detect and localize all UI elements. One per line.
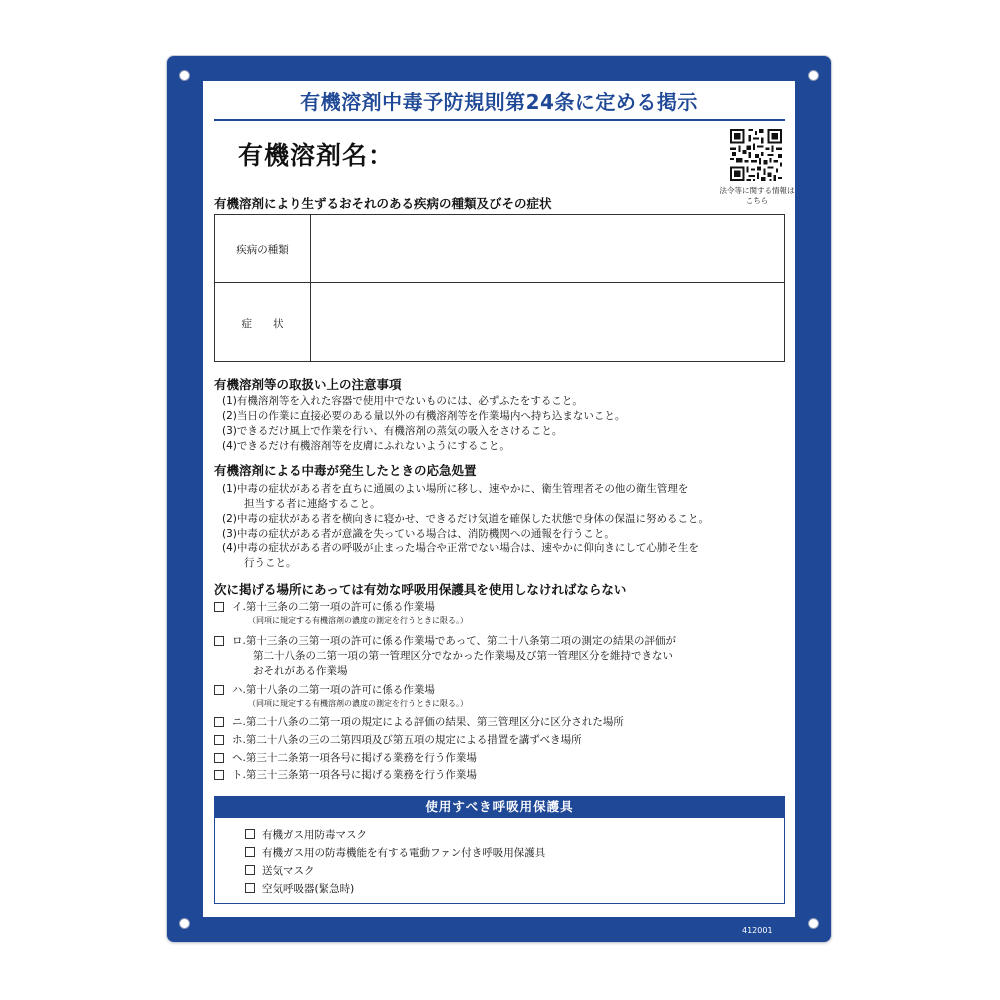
location-item-i: イ.第十三条の二第一項の許可に係る作業場 xyxy=(232,601,435,613)
location-item-ro: ロ.第十三条の三第一項の許可に係る作業場であって、第二十八条第二項の測定の結果の評価が xyxy=(232,635,677,647)
section-precautions-heading: 有機溶剤等の取扱い上の注意事項 xyxy=(214,377,402,392)
location-item-he: ヘ.第三十二条第一項各号に掲げる業務を行う作業場 xyxy=(232,752,477,764)
location-checkbox-ni[interactable] xyxy=(214,717,224,727)
disease-table xyxy=(214,214,785,362)
location-checkbox-ro[interactable] xyxy=(214,636,224,646)
list-item: 担当する者に連絡すること。 xyxy=(244,498,381,510)
location-item-to: ト.第三十三条第一項各号に掲げる業務を行う作業場 xyxy=(232,769,477,781)
list-item: (1)有機溶剤等を入れた容器で使用中でないものには、必ずふたをすること。 xyxy=(222,395,583,407)
ppe-checkbox-powered-respirator[interactable] xyxy=(245,847,255,857)
list-item: (3)できるだけ風上で作業を行い、有機溶剤の蒸気の吸入をさけること。 xyxy=(222,425,563,437)
ppe-checkbox-organic-gas-mask[interactable] xyxy=(245,829,255,839)
product-code: 412001 xyxy=(742,926,773,935)
ppe-checkbox-airline-mask[interactable] xyxy=(245,865,255,875)
ppe-heading: 使用すべき呼吸用保護具 xyxy=(214,796,785,818)
table-row-disease-type-label: 疾病の種類 xyxy=(236,244,289,256)
ppe-item: 有機ガス用の防毒機能を有する電動ファン付き呼吸用保護具 xyxy=(262,847,546,859)
location-item-ni: ニ.第二十八条の二第一項の規定による評価の結果、第三管理区分に区分された場所 xyxy=(232,716,624,728)
page-title: 有機溶剤中毒予防規則第24条に定める掲示 xyxy=(300,90,698,114)
list-item: (3)中毒の症状がある者が意識を失っている場合は、消防機関への通報を行うこと。 xyxy=(222,528,615,540)
location-item-ho: ホ.第二十八条の三の二第四項及び第五項の規定による措置を講ずべき場所 xyxy=(232,734,582,746)
qr-note: 法令等に関する情報はこちら xyxy=(719,186,795,205)
ppe-item: 有機ガス用防毒マスク xyxy=(262,829,367,841)
mounting-hole-top-left xyxy=(179,70,190,81)
location-checkbox-i[interactable] xyxy=(214,602,224,612)
location-checkbox-he[interactable] xyxy=(214,753,224,763)
list-item: (2)中毒の症状がある者を横向きに寝かせ、できるだけ気道を確保した状態で身体の保温に努めること。 xyxy=(222,513,710,525)
solvent-name-label: 有機溶剤名： xyxy=(238,141,395,170)
list-item: (4)中毒の症状がある者の呼吸が止まった場合や正常でない場合は、速やかに仰向きにして心肺そ生を xyxy=(222,542,699,554)
ppe-checkbox-scba[interactable] xyxy=(245,883,255,893)
location-checkbox-ha[interactable] xyxy=(214,685,224,695)
list-item: (4)できるだけ有機溶剤等を皮膚にふれないようにすること。 xyxy=(222,440,510,452)
section-locations-heading: 次に掲げる場所にあっては有効な呼吸用保護具を使用しなければならない xyxy=(214,582,627,597)
location-item-ro-line2: 第二十八条の二第一項の第一管理区分でなかった作業場及び第一管理区分を維持できない xyxy=(253,650,673,662)
table-divider-vertical xyxy=(310,215,311,361)
section-first-aid-heading: 有機溶剤による中毒が発生したときの応急処置 xyxy=(214,463,477,478)
list-item: (1)中毒の症状がある者を直ちに通風のよい場所に移し、速やかに、衛生管理者その他の衛生管理を xyxy=(222,483,689,495)
location-item-ha: ハ.第十八条の二第一項の許可に係る作業場 xyxy=(232,684,435,696)
list-item: 行うこと。 xyxy=(244,557,297,569)
mounting-hole-top-right xyxy=(808,70,819,81)
table-row-symptom-label: 症 状 xyxy=(241,318,284,330)
mounting-hole-bottom-right xyxy=(808,918,819,929)
location-item-ha-note: （同項に規定する有機溶剤の濃度の測定を行うときに限る。） xyxy=(248,699,468,708)
location-item-i-note: （同項に規定する有機溶剤の濃度の測定を行うときに限る。） xyxy=(248,616,468,625)
qr-code-icon xyxy=(730,129,782,181)
section-disease-heading: 有機溶剤により生ずるおそれのある疾病の種類及びその症状 xyxy=(214,196,552,211)
location-checkbox-ho[interactable] xyxy=(214,735,224,745)
mounting-hole-bottom-left xyxy=(179,918,190,929)
ppe-item: 送気マスク xyxy=(262,865,315,877)
location-item-ro-line3: おそれがある作業場 xyxy=(253,665,348,677)
ppe-item: 空気呼吸器(緊急時) xyxy=(262,883,355,895)
title-divider xyxy=(214,119,785,121)
table-divider-horizontal xyxy=(215,282,784,283)
list-item: (2)当日の作業に直接必要のある量以外の有機溶剤等を作業場内へ持ち込まないこと。 xyxy=(222,410,626,422)
location-checkbox-to[interactable] xyxy=(214,770,224,780)
